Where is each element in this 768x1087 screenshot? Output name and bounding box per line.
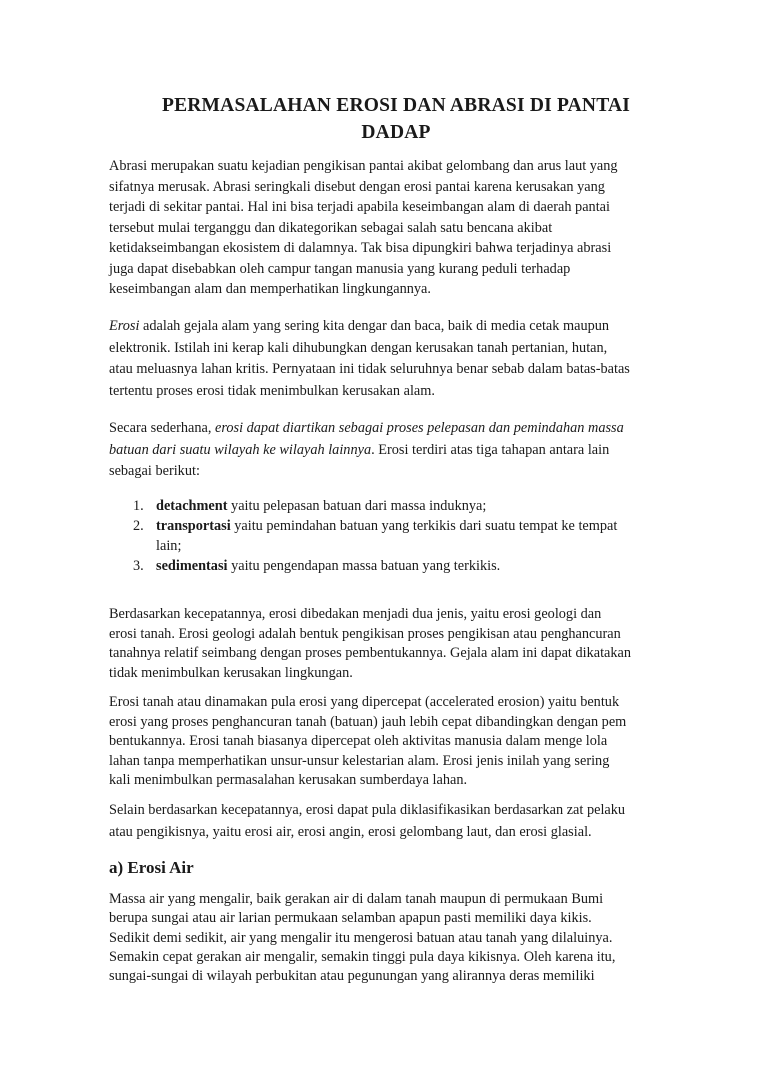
paragraph-erosi-air: [109, 890, 675, 986]
page-title: [110, 92, 682, 146]
text-line: sifatnya merusak. Abrasi seringkali disebut dengan erosi pantai karena kerusakan yang: [109, 178, 605, 195]
text-line: elektronik. Istilah ini kerap kali dihubungkan dengan kerusakan tanah pertanian, hutan,: [109, 339, 608, 356]
title-line-2: DADAP: [361, 122, 431, 143]
text-line: Erosi tanah atau dinamakan pula erosi yang dipercepat (accelerated erosion) yaitu bentuk: [109, 694, 620, 710]
text-line: Selain berdasarkan kecepatannya, erosi dapat pula diklasifikasikan berdasarkan zat pelaku: [109, 802, 626, 818]
text-line: lahan tanpa memperhatikan unsur-unsur kelestarian alam. Erosi jenis inilah yang sering: [109, 752, 610, 769]
list-term: sedimentasi: [156, 558, 228, 574]
paragraph-abrasi: [109, 156, 675, 300]
text-line: Erosi adalah gejala alam yang sering kita dengar dan baca, baik di media cetak maupun: [109, 318, 610, 334]
text-line: erosi yang proses penghancuran tanah (batuan) jauh lebih cepat dibandingkan dengan pem: [109, 713, 627, 730]
text-line: Sedikit demi sedikit, air yang mengalir itu mengerosi batuan atau tanah yang dilaluinya.: [109, 929, 613, 946]
text-line: tersebut mulai terganggu dan dikategorikan sebagai salah satu bencana akibat: [109, 219, 553, 236]
list-item: 1. detachment yaitu pelepasan batuan dari massa induknya;: [133, 498, 487, 514]
text-line: erosi tanah. Erosi geologi adalah bentuk pengikisan proses pengikisan atau penghancuran: [109, 625, 621, 642]
text-line: tidak menimbulkan kerusakan lingkungan.: [109, 664, 353, 681]
paragraph-klasifikasi: [109, 800, 675, 843]
text-line: atau pengikisnya, yaitu erosi air, erosi angin, erosi gelombang laut, dan erosi glasial.: [109, 823, 592, 840]
list-term: transportasi: [156, 518, 231, 534]
text-line: tanahnya relatif seimbang dengan proses pembentukannya. Gejala alam ini dapat dikatakan: [109, 645, 632, 661]
text-line: berupa sungai atau air larian permukaan selamban apapun pasti memiliki daya kikis.: [109, 910, 592, 927]
text-line: juga dapat disebabkan oleh campur tangan manusia yang kurang peduli terhadap: [109, 260, 571, 277]
paragraph-erosi: [109, 316, 675, 402]
list-item: 2. transportasi yaitu pemindahan batuan yang terkikis dari suatu tempat ke tempat lain;: [133, 518, 618, 554]
text-line: atau meluasnya lahan kritis. Pernyataan ini tidak seluruhnya benar sebab dalam batas-batas: [109, 361, 630, 377]
paragraph-definition: [109, 418, 675, 483]
title-line-1: PERMASALAHAN EROSI DAN ABRASI DI PANTAI: [161, 95, 631, 116]
text-line: Secara sederhana, erosi dapat diartikan sebagai proses pelepasan dan pemindahan massa: [109, 420, 624, 436]
text-line: Semakin cepat gerakan air mengalir, semakin tinggi pula daya kikisnya. Oleh karena itu,: [109, 948, 616, 965]
list-item: 3. sedimentasi yaitu pengendapan massa batuan yang terkikis.: [133, 558, 501, 574]
text-line: kali menimbulkan permasalahan kerusakan sumberdaya lahan.: [109, 772, 468, 788]
text-line: keseimbangan alam dan memperhatikan lingkungannya.: [109, 281, 431, 297]
term-erosi: Erosi: [109, 318, 140, 334]
text-line: ketidakseimbangan ekosistem di dalamnya. Tak bisa dipungkiri bahwa terjadinya abrasi: [109, 240, 612, 256]
paragraph-kecepatan: [109, 605, 675, 683]
text-line: Massa air yang mengalir, baik gerakan air di dalam tanah maupun di permukaan Bumi: [109, 891, 604, 907]
text-line: batuan dari suatu wilayah ke wilayah lainnya. Erosi terdiri atas tiga tahapan antara lain: [109, 441, 610, 458]
erosion-stages-list: [109, 496, 675, 576]
text-line: Berdasarkan kecepatannya, erosi dibedakan menjadi dua jenis, yaitu erosi geologi dan: [109, 606, 602, 622]
text-line: sebagai berikut:: [109, 463, 200, 479]
section-heading: a) Erosi Air: [109, 858, 194, 877]
text-line: sungai-sungai di wilayah perbukitan atau pegunungan yang alirannya deras memiliki: [109, 968, 595, 985]
text-line: bentukannya. Erosi tanah biasanya dipercepat oleh aktivitas manusia dalam menge lola: [109, 733, 608, 749]
text-line: Abrasi merupakan suatu kejadian pengikisan pantai akibat gelombang dan arus laut yang: [109, 158, 618, 174]
paragraph-erosi-tanah: [109, 693, 675, 791]
text-line: terjadi di sekitar pantai. Hal ini bisa terjadi apabila keseimbangan alam di daerah pantai: [109, 199, 610, 215]
text-line: tertentu proses erosi tidak menimbulkan kerusakan alam.: [109, 382, 435, 399]
list-term: detachment: [156, 498, 228, 514]
